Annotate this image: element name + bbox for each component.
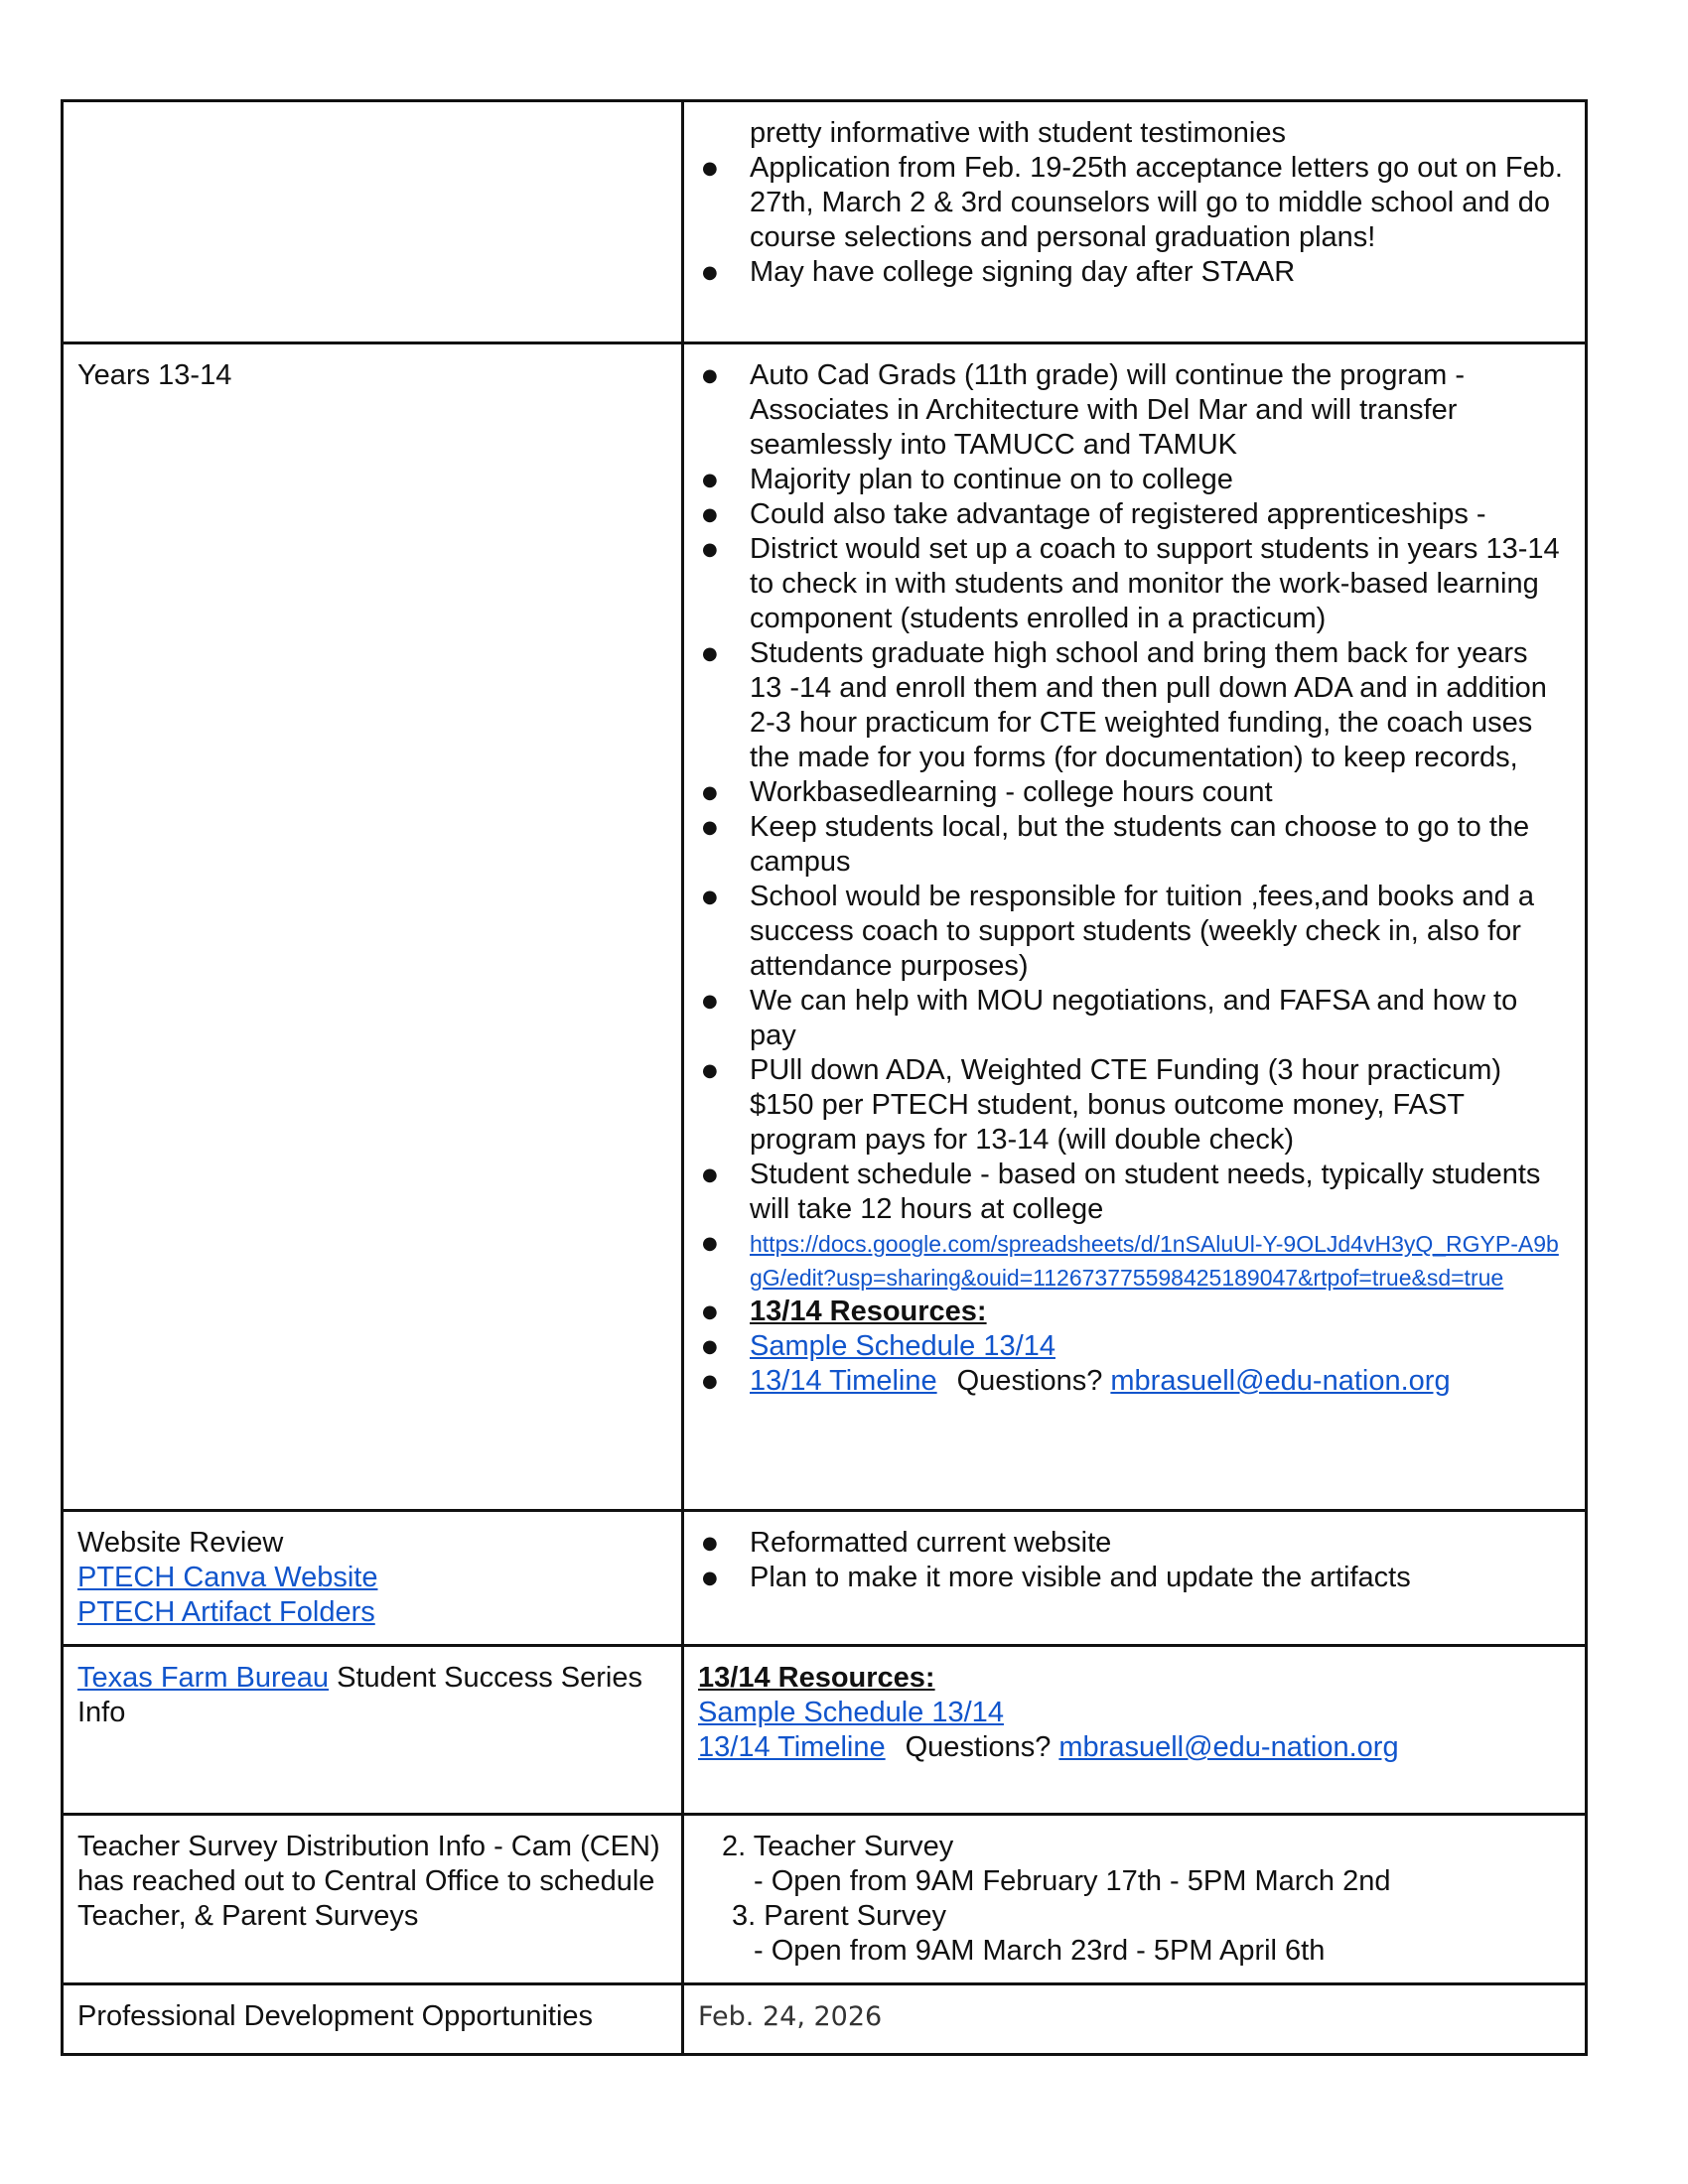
questions-label: Questions? xyxy=(956,1365,1103,1397)
survey-list xyxy=(722,1830,1567,1969)
table-row xyxy=(63,1984,1587,2055)
list-item: ● May have college signing day after STAAR xyxy=(750,255,1567,290)
email-link[interactable]: mbrasuell@edu-nation.org xyxy=(1058,1731,1399,1763)
list-item: ● Application from Feb. 19-25th acceptance letters go out on Feb. 27th, March 2 & 3rd counselors will go to middle school and do course selections and personal graduation plans! xyxy=(750,151,1567,255)
list-item: pretty informative with student testimonies xyxy=(750,117,1286,149)
table-row xyxy=(63,101,1587,343)
notes-cell xyxy=(683,1984,1587,2055)
list-item: ● Keep students local, but the students can choose to go to the campus xyxy=(750,810,1567,880)
list-item xyxy=(750,1364,1567,1399)
resources-block xyxy=(698,1661,1567,1765)
timeline-link[interactable]: 13/14 Timeline xyxy=(750,1365,937,1397)
email-link[interactable]: mbrasuell@edu-nation.org xyxy=(1110,1365,1451,1397)
timeline-link[interactable]: 13/14 Timeline xyxy=(698,1731,886,1763)
topic-cell: Teacher Survey Distribution Info - Cam (CEN) has reached out to Central Office to schedule Teacher, & Parent Surveys xyxy=(63,1815,683,1984)
spreadsheet-link[interactable]: https://docs.google.com/spreadsheets/d/1nSAluUl-Y-9OLJd4vH3yQ_RGYP-A9bgG/edit?usp=sharing&ouid=112673775598425189047&rtpof=true&sd=true xyxy=(750,1231,1559,1291)
list-item: ● Plan to make it more visible and update the artifacts xyxy=(750,1561,1567,1595)
list-item: ● District would set up a coach to support students in years 13-14 to check in with students and monitor the work-based learning component (students enrolled in a practicum) xyxy=(750,532,1567,636)
topic-cell xyxy=(63,101,683,343)
texas-farm-bureau-link[interactable]: Texas Farm Bureau xyxy=(77,1662,330,1694)
list-item: ● Could also take advantage of registered apprenticeships - xyxy=(750,497,1567,532)
notes-cell xyxy=(683,101,1587,343)
sample-schedule-link[interactable]: Sample Schedule 13/14 xyxy=(698,1697,1004,1728)
resources-heading: 13/14 Resources: xyxy=(750,1296,987,1327)
table-row xyxy=(63,1815,1587,1984)
questions-label: Questions? xyxy=(905,1731,1052,1763)
resources-heading: 13/14 Resources: xyxy=(698,1662,935,1694)
notes-list xyxy=(750,358,1567,1399)
notes-list xyxy=(750,1526,1567,1595)
sample-schedule-link[interactable]: Sample Schedule 13/14 xyxy=(750,1330,1055,1362)
list-item: ● Auto Cad Grads (11th grade) will continue the program - Associates in Architecture with Del Mar and will transfer seamlessly into TAMUCC and TAMUK xyxy=(750,358,1567,463)
list-item xyxy=(750,1295,1567,1329)
artifact-folders-link[interactable]: PTECH Artifact Folders xyxy=(77,1596,375,1628)
notes-list xyxy=(750,116,1567,290)
table-row xyxy=(63,1511,1587,1646)
survey-dates-teacher: - Open from 9AM February 17th - 5PM March 2nd xyxy=(754,1865,1391,1897)
list-item: ● Student schedule - based on student needs, typically students will take 12 hours at college xyxy=(750,1158,1567,1227)
survey-item-teacher: 2. Teacher Survey xyxy=(722,1831,954,1862)
topic-cell: Years 13-14 xyxy=(63,343,683,1511)
notes-cell xyxy=(683,1646,1587,1815)
topic-cell: Professional Development Opportunities xyxy=(63,1984,683,2055)
meeting-notes-table xyxy=(61,99,1588,2056)
list-item: ● PUll down ADA, Weighted CTE Funding (3 hour practicum) $150 per PTECH student, bonus outcome money, FAST program pays for 13-14 (will double check) xyxy=(750,1053,1567,1158)
notes-cell xyxy=(683,1815,1587,1984)
canva-website-link[interactable]: PTECH Canva Website xyxy=(77,1562,378,1593)
notes-cell xyxy=(683,343,1587,1511)
date-chip[interactable]: Feb. 24, 2026 xyxy=(698,2001,883,2032)
topic-cell xyxy=(63,1511,683,1646)
list-item xyxy=(750,1329,1567,1364)
list-item: ● We can help with MOU negotiations, and FAFSA and how to pay xyxy=(750,984,1567,1053)
list-item xyxy=(750,1227,1567,1295)
list-item: ● Students graduate high school and bring them back for years 13 -14 and enroll them and then pull down ADA and in addition 2-3 hour practicum for CTE weighted funding, the coach uses the made for you forms (for documentation) to keep records, xyxy=(750,636,1567,775)
website-review-title: Website Review xyxy=(77,1527,284,1559)
survey-item-parent: 3. Parent Survey xyxy=(732,1900,946,1932)
table-row xyxy=(63,1646,1587,1815)
list-item: ● Majority plan to continue on to college xyxy=(750,463,1567,497)
survey-dates-parent: - Open from 9AM March 23rd - 5PM April 6th xyxy=(754,1935,1326,1967)
list-item: ● Reformatted current website xyxy=(750,1526,1567,1561)
topic-cell xyxy=(63,1646,683,1815)
table-row xyxy=(63,343,1587,1511)
list-item: ● Workbasedlearning - college hours count xyxy=(750,775,1567,810)
topic-text: Student Success Series Info xyxy=(77,1662,642,1728)
notes-cell xyxy=(683,1511,1587,1646)
list-item: ● School would be responsible for tuition ,fees,and books and a success coach to support students (weekly check in, also for attendance purposes) xyxy=(750,880,1567,984)
